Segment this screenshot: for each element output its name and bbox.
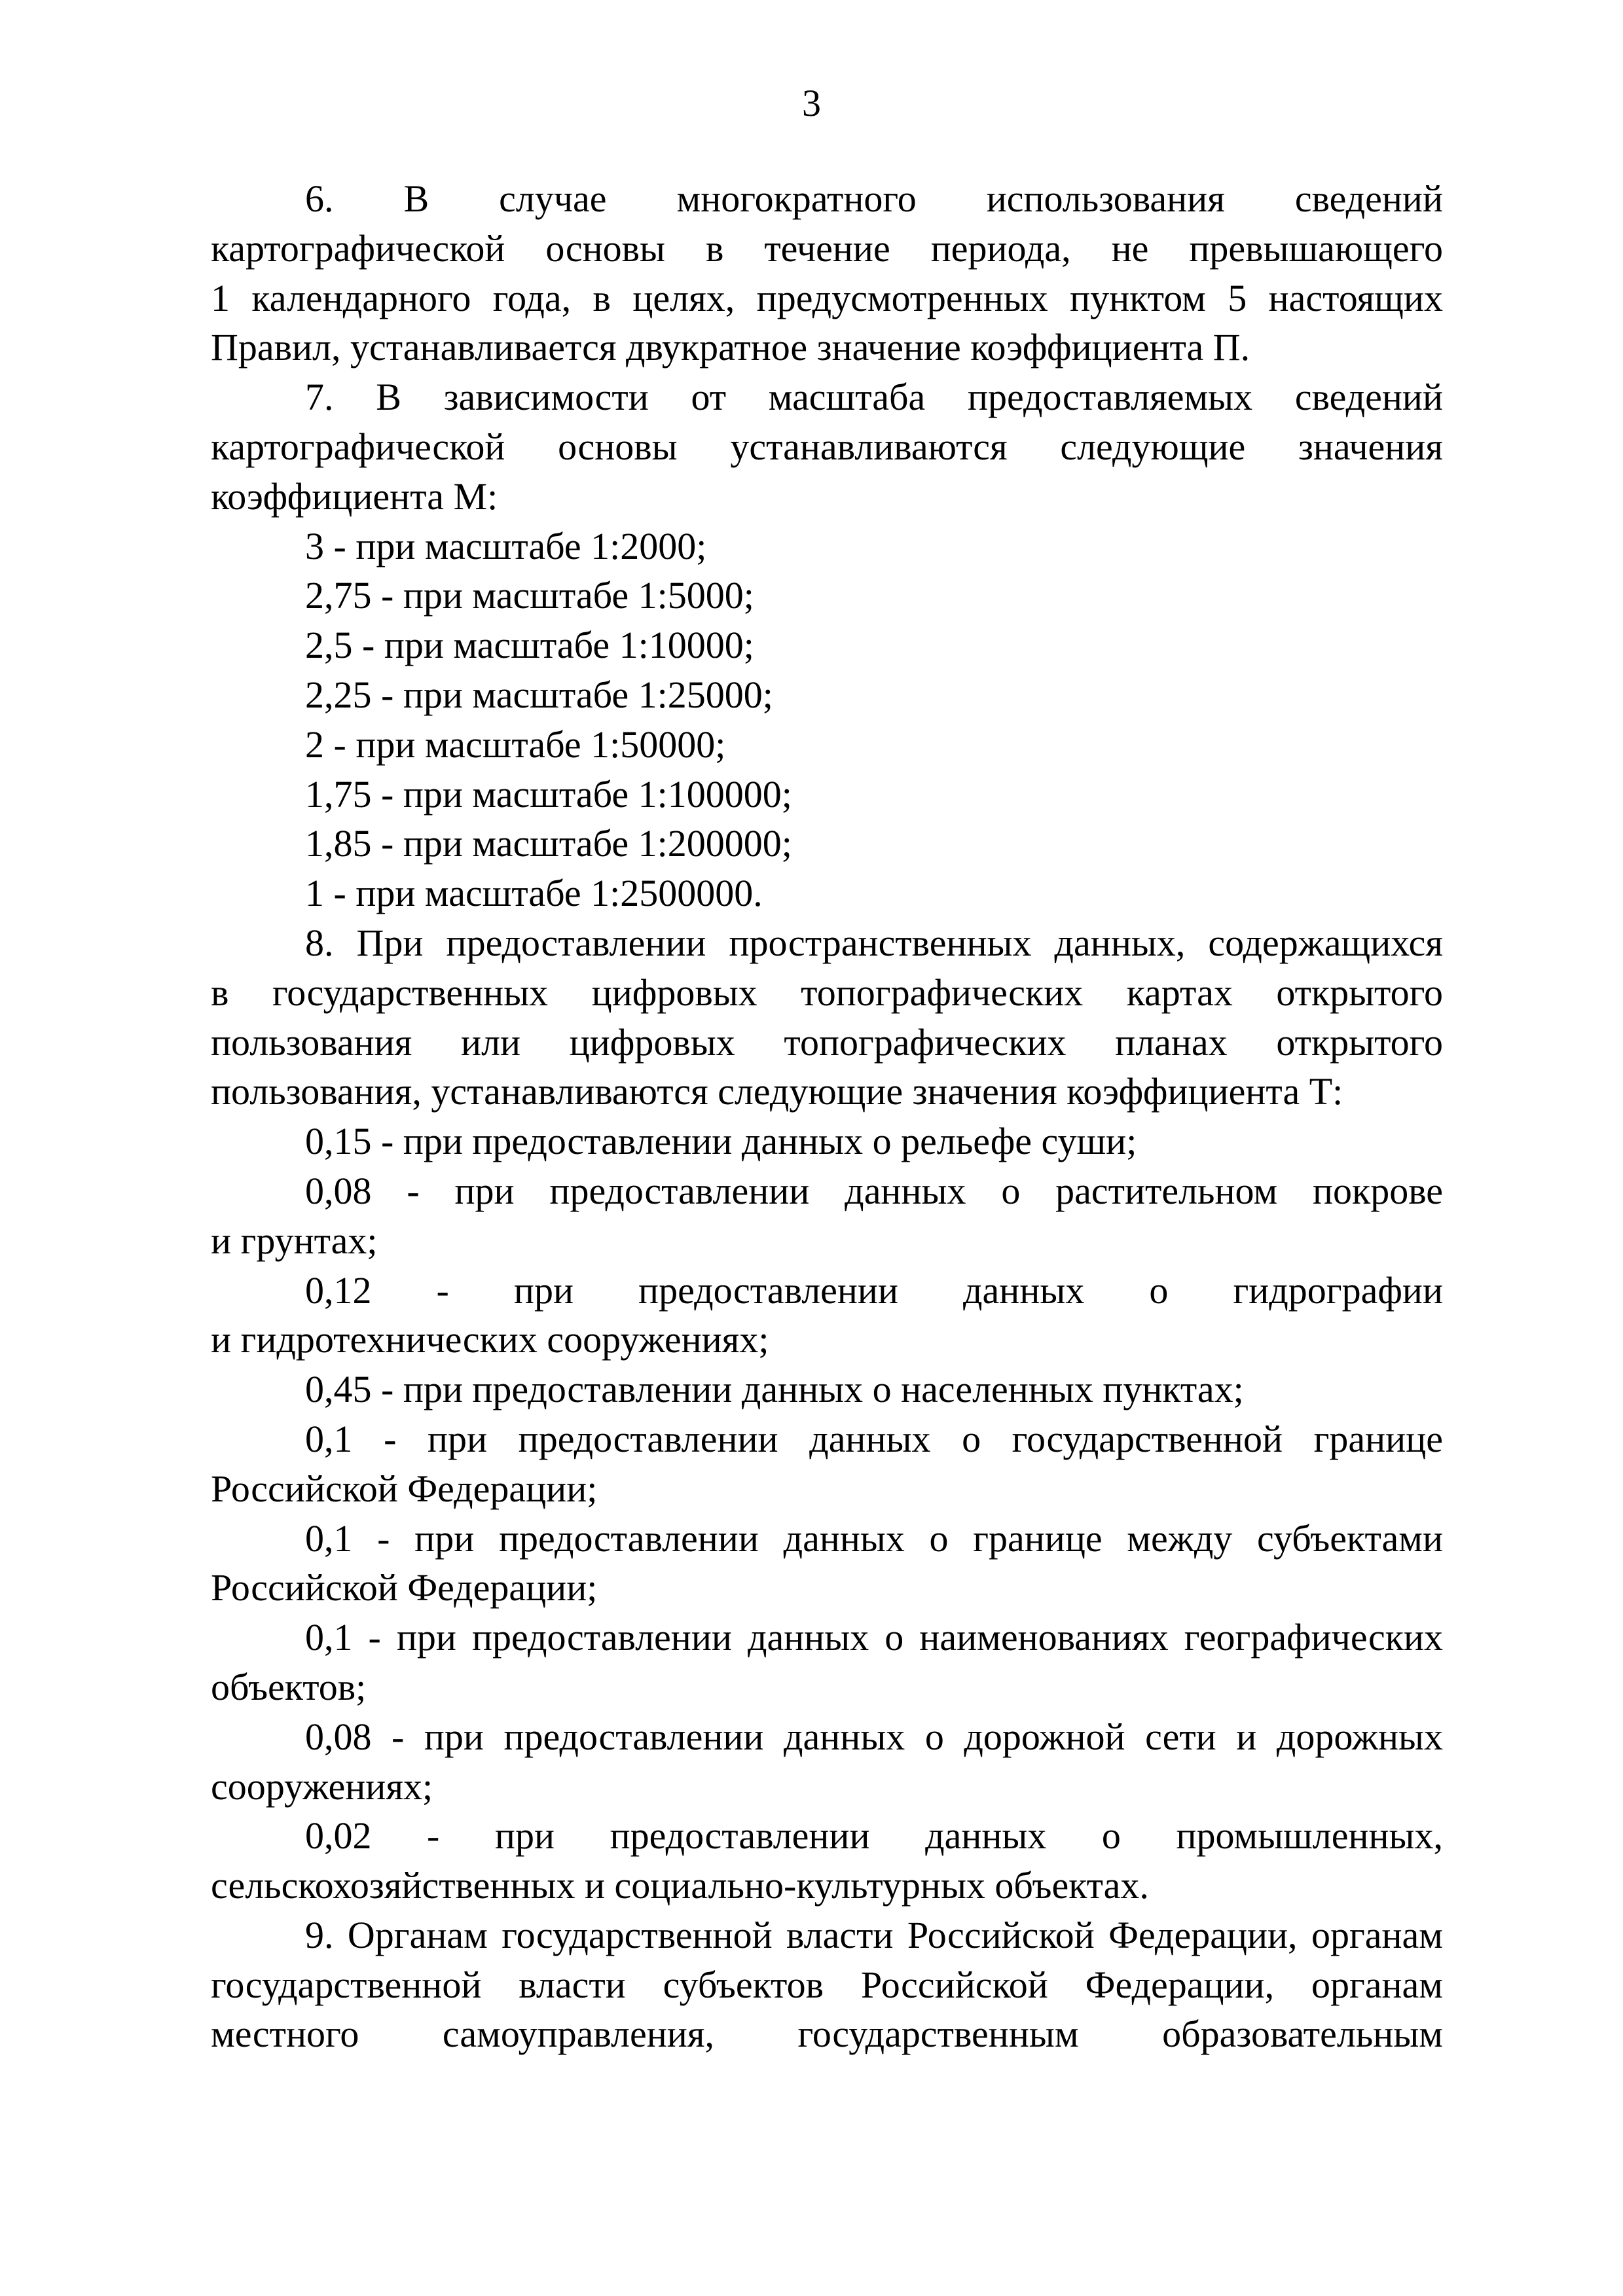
text-line: 0,1 - при предоставлении данных о границе между субъектами bbox=[305, 1516, 1443, 1560]
text-line: 9. Органам государственной власти Российской Федерации, органам bbox=[305, 1913, 1443, 1956]
paragraph bbox=[211, 1166, 1443, 1266]
text-line: 8. При предоставлении пространственных данных, содержащихся bbox=[305, 921, 1443, 964]
text-line: 1,85 - при масштабе 1:200000; bbox=[305, 822, 792, 865]
text-line: 0,08 - при предоставлении данных о растительном покрове bbox=[305, 1169, 1443, 1212]
paragraph bbox=[211, 1266, 1443, 1365]
paragraph bbox=[211, 720, 1443, 770]
paragraph bbox=[211, 1811, 1443, 1910]
page-number: 3 bbox=[802, 82, 821, 124]
text-line: Российской Федерации; bbox=[211, 1566, 598, 1609]
text-line: сооружениях; bbox=[211, 1765, 433, 1808]
text-line: 2 - при масштабе 1:50000; bbox=[305, 723, 726, 766]
text-line: 0,12 - при предоставлении данных о гидрографии bbox=[305, 1268, 1443, 1312]
paragraph bbox=[211, 770, 1443, 819]
paragraph bbox=[211, 1117, 1443, 1166]
text-line: 0,45 - при предоставлении данных о населенных пунктах; bbox=[305, 1368, 1244, 1411]
text-line: 0,1 - при предоставлении данных о наименованиях географических bbox=[305, 1616, 1443, 1659]
text-line: 6. В случае многократного использования сведений bbox=[305, 177, 1443, 220]
text-line: 0,02 - при предоставлении данных о промышленных, bbox=[305, 1814, 1443, 1857]
paragraph bbox=[211, 1910, 1443, 2059]
text-line: объектов; bbox=[211, 1665, 367, 1708]
text-line: и гидротехнических сооружениях; bbox=[211, 1318, 769, 1361]
text-line: 1 календарного года, в целях, предусмотренных пунктом 5 настоящих bbox=[211, 276, 1443, 319]
paragraph bbox=[211, 1514, 1443, 1613]
text-line: Правил, устанавливается двукратное значение коэффициента П. bbox=[211, 326, 1250, 369]
paragraph bbox=[211, 869, 1443, 918]
text-line: 3 - при масштабе 1:2000; bbox=[305, 524, 707, 567]
paragraph bbox=[211, 1613, 1443, 1712]
text-line: 2,5 - при масштабе 1:10000; bbox=[305, 624, 754, 667]
paragraph bbox=[211, 522, 1443, 571]
text-line: 1,75 - при масштабе 1:100000; bbox=[305, 772, 792, 816]
paragraph bbox=[211, 670, 1443, 720]
text-line: коэффициента М: bbox=[211, 475, 498, 518]
paragraph bbox=[211, 1414, 1443, 1514]
paragraph bbox=[211, 571, 1443, 620]
paragraph bbox=[211, 1712, 1443, 1812]
text-line: 1 - при масштабе 1:2500000. bbox=[305, 872, 763, 915]
paragraph bbox=[211, 1365, 1443, 1414]
paragraph bbox=[211, 372, 1443, 521]
text-line: 0,08 - при предоставлении данных о дорожной сети и дорожных bbox=[305, 1715, 1443, 1758]
text-line: и грунтах; bbox=[211, 1219, 378, 1262]
text-line: пользования, устанавливаются следующие значения коэффициента Т: bbox=[211, 1070, 1343, 1113]
text-line: 7. В зависимости от масштаба предоставляемых сведений bbox=[305, 376, 1443, 419]
text-line: Российской Федерации; bbox=[211, 1467, 598, 1510]
text-line: 2,25 - при масштабе 1:25000; bbox=[305, 673, 773, 716]
paragraph bbox=[211, 174, 1443, 372]
text-line: 0,15 - при предоставлении данных о рельефе суши; bbox=[305, 1120, 1137, 1163]
text-line: 0,1 - при предоставлении данных о государственной границе bbox=[305, 1417, 1443, 1460]
text-line: картографической основы в течение периода, не превышающего bbox=[211, 226, 1443, 270]
text-line: местного самоуправления, государственным образовательным bbox=[211, 2013, 1443, 2056]
text-line: государственной власти субъектов Российской Федерации, органам bbox=[211, 1963, 1443, 2006]
text-line: сельскохозяйственных и социально-культурных объектах. bbox=[211, 1864, 1149, 1907]
paragraph bbox=[211, 819, 1443, 869]
paragraph bbox=[211, 620, 1443, 670]
document-body bbox=[211, 174, 1443, 2059]
text-line: 2,75 - при масштабе 1:5000; bbox=[305, 574, 754, 617]
text-line: картографической основы устанавливаются следующие значения bbox=[211, 425, 1443, 468]
text-line: пользования или цифровых топографических планах открытого bbox=[211, 1020, 1443, 1064]
text-line: в государственных цифровых топографических картах открытого bbox=[211, 971, 1443, 1014]
paragraph bbox=[211, 918, 1443, 1117]
